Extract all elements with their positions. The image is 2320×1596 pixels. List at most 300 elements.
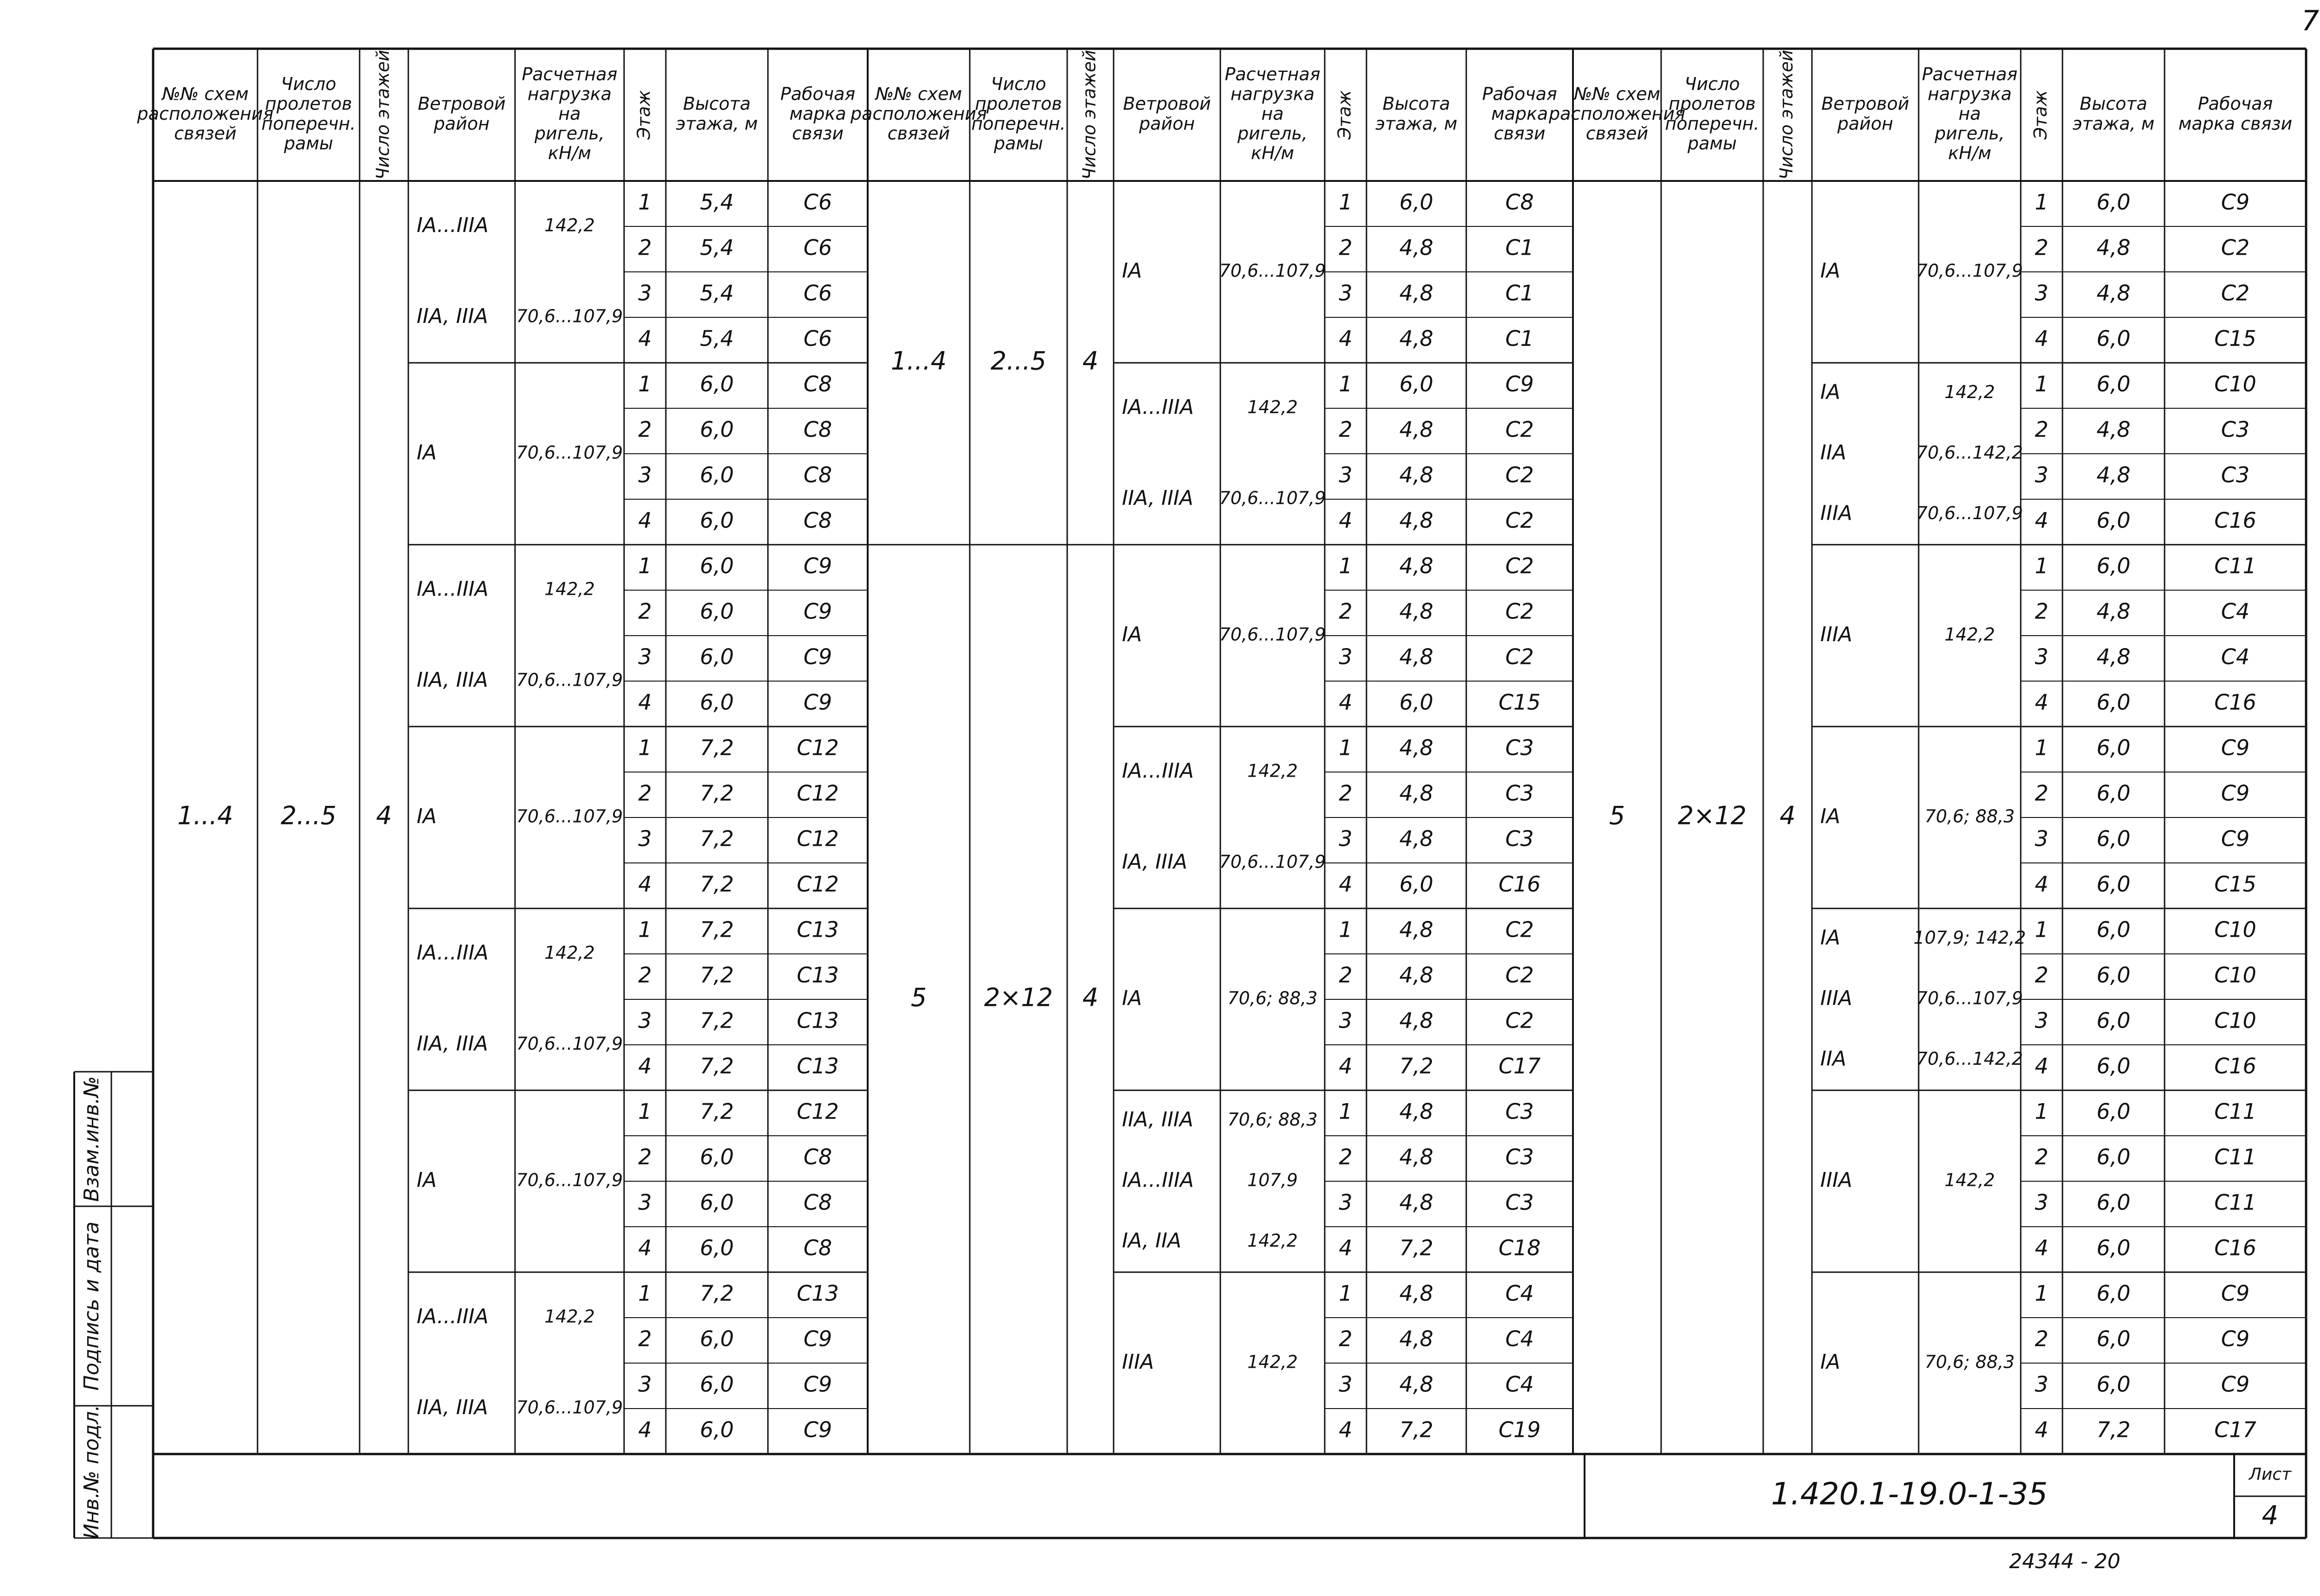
column-header: Число bbox=[991, 74, 1046, 95]
floor-number: 4 bbox=[2035, 871, 2049, 897]
column-header: марка bbox=[789, 103, 846, 124]
brace-mark: C10 bbox=[2214, 962, 2256, 988]
floor-height: 4,8 bbox=[2096, 417, 2131, 442]
brace-mark: C10 bbox=[2214, 371, 2256, 397]
floor-height: 4,8 bbox=[1399, 508, 1434, 533]
column-header: Рабочая bbox=[2198, 93, 2273, 114]
brace-mark: C11 bbox=[2214, 1099, 2256, 1124]
wind-region: IA, IIIA bbox=[1122, 850, 1187, 874]
scheme-numbers: 5 bbox=[910, 983, 927, 1012]
floor-number: 4 bbox=[1339, 871, 1353, 897]
floor-number: 1 bbox=[638, 1099, 652, 1124]
brace-mark: C2 bbox=[1505, 598, 1534, 624]
wind-region: IIA, IIIA bbox=[417, 1032, 488, 1055]
design-load: 70,6...107,9 bbox=[1916, 988, 2023, 1009]
brace-mark: C9 bbox=[2221, 826, 2250, 851]
column-header: нагрузка bbox=[1927, 84, 2012, 104]
floor-number: 1 bbox=[2035, 1281, 2049, 1306]
floor-height: 6,0 bbox=[700, 1417, 734, 1442]
floor-number: 1 bbox=[1339, 553, 1353, 579]
side-stamp-label: Взам.инв.№ bbox=[80, 1076, 103, 1202]
brace-mark: C3 bbox=[1505, 1144, 1534, 1170]
design-load: 70,6...107,9 bbox=[516, 1170, 623, 1191]
sheet-number: 4 bbox=[2262, 1500, 2279, 1531]
floor-height: 6,0 bbox=[700, 1144, 734, 1170]
brace-mark: C3 bbox=[1505, 735, 1534, 760]
wind-region: IA...IIIA bbox=[417, 213, 489, 237]
floor-height: 6,0 bbox=[2096, 1235, 2131, 1261]
design-load: 142,2 bbox=[544, 579, 595, 599]
wind-region: IIIA bbox=[1820, 623, 1853, 646]
floor-height: 4,8 bbox=[1399, 1144, 1434, 1170]
floor-number: 4 bbox=[638, 326, 652, 351]
floor-height: 4,8 bbox=[1399, 1008, 1434, 1033]
floor-number: 3 bbox=[638, 1190, 652, 1215]
floor-number: 3 bbox=[1339, 1371, 1353, 1397]
floor-number: 3 bbox=[2035, 644, 2049, 669]
floor-number: 1 bbox=[2035, 1099, 2049, 1124]
brace-mark: C8 bbox=[803, 1144, 832, 1170]
design-load: 142,2 bbox=[1247, 397, 1298, 418]
wind-region: IA bbox=[1122, 623, 1142, 646]
column-header: Этаж bbox=[1334, 90, 1355, 140]
floor-number: 1 bbox=[638, 553, 652, 579]
brace-mark: C9 bbox=[803, 1326, 832, 1351]
brace-mark: C4 bbox=[2221, 598, 2250, 624]
page-corner-number: 7 bbox=[2301, 5, 2320, 37]
wind-region: IIA, IIIA bbox=[1122, 1107, 1193, 1132]
floor-number: 2 bbox=[638, 598, 652, 624]
floor-height: 5,4 bbox=[700, 280, 734, 306]
brace-mark: C9 bbox=[2221, 1371, 2250, 1397]
floor-height: 7,2 bbox=[700, 780, 734, 806]
floor-height: 6,0 bbox=[2096, 689, 2131, 715]
brace-mark: C18 bbox=[1498, 1235, 1541, 1261]
brace-mark: C9 bbox=[2221, 735, 2250, 760]
column-header: расположения bbox=[1549, 103, 1685, 124]
column-header: Рабочая bbox=[1482, 84, 1557, 104]
floor-number: 1 bbox=[1339, 917, 1353, 942]
floor-height: 6,0 bbox=[1399, 871, 1434, 897]
floor-height: 4,8 bbox=[1399, 1281, 1434, 1306]
floor-height: 6,0 bbox=[2096, 326, 2131, 351]
brace-mark: C9 bbox=[803, 689, 832, 715]
brace-mark: C8 bbox=[803, 1235, 832, 1261]
column-header: Этаж bbox=[2030, 90, 2051, 140]
brace-mark: C9 bbox=[803, 598, 832, 624]
floor-number: 1 bbox=[2035, 371, 2049, 397]
floor-height: 5,4 bbox=[700, 189, 734, 215]
floor-height: 6,0 bbox=[700, 508, 734, 533]
floor-height: 6,0 bbox=[700, 1235, 734, 1261]
floor-number: 1 bbox=[638, 371, 652, 397]
wind-region: IA bbox=[1820, 804, 1841, 828]
design-load: 142,2 bbox=[1944, 381, 1995, 402]
floor-number: 4 bbox=[638, 871, 652, 897]
floor-number: 1 bbox=[638, 735, 652, 760]
design-load: 142,2 bbox=[544, 942, 595, 963]
design-load: 70,6; 88,3 bbox=[1227, 1109, 1318, 1130]
column-header: Число этажей bbox=[1776, 50, 1797, 180]
column-header: рамы bbox=[284, 133, 334, 154]
floor-number: 1 bbox=[1339, 735, 1353, 760]
design-load: 70,6...142,2 bbox=[1916, 1049, 2023, 1069]
floor-height: 7,2 bbox=[700, 1281, 734, 1306]
floor-height: 6,0 bbox=[700, 1371, 734, 1397]
design-load: 70,6; 88,3 bbox=[1924, 806, 2015, 827]
column-header: рамы bbox=[1687, 133, 1737, 154]
floor-height: 6,0 bbox=[2096, 371, 2131, 397]
brace-mark: C2 bbox=[1505, 962, 1534, 988]
design-load: 70,6...107,9 bbox=[516, 442, 623, 463]
floor-height: 4,8 bbox=[2096, 235, 2131, 260]
column-header: поперечн. bbox=[1665, 113, 1759, 134]
floor-height: 7,2 bbox=[700, 917, 734, 942]
column-header: Число этажей bbox=[373, 50, 393, 180]
floor-height: 4,8 bbox=[1399, 917, 1434, 942]
floor-number: 1 bbox=[1339, 189, 1353, 215]
floor-height: 6,0 bbox=[2096, 1008, 2131, 1033]
brace-mark: C17 bbox=[2214, 1417, 2256, 1442]
brace-mark: C3 bbox=[2221, 417, 2250, 442]
floor-height: 4,8 bbox=[1399, 1326, 1434, 1351]
floor-number: 3 bbox=[1339, 1190, 1353, 1215]
column-header: связей bbox=[174, 123, 237, 144]
design-load: 70,6; 88,3 bbox=[1924, 1351, 2015, 1372]
floor-height: 6,0 bbox=[2096, 508, 2131, 533]
brace-mark: C4 bbox=[1505, 1281, 1534, 1306]
column-header: на bbox=[558, 103, 581, 124]
brace-mark: C16 bbox=[2214, 1053, 2256, 1079]
wind-region: IA...IIIA bbox=[417, 1305, 489, 1328]
brace-mark: C1 bbox=[1505, 326, 1534, 351]
brace-mark: C2 bbox=[1505, 1008, 1534, 1033]
floor-height: 4,8 bbox=[1399, 235, 1434, 260]
brace-mark: C2 bbox=[1505, 417, 1534, 442]
floor-height: 7,2 bbox=[1399, 1417, 1434, 1442]
brace-mark: C12 bbox=[797, 871, 839, 897]
design-load: 142,2 bbox=[1247, 1230, 1298, 1251]
floor-number: 2 bbox=[2035, 417, 2049, 442]
wind-region: IA...IIIA bbox=[417, 577, 489, 601]
floor-number: 3 bbox=[638, 462, 652, 488]
wind-region: IA bbox=[1122, 986, 1142, 1010]
column-header: этажа, м bbox=[2072, 113, 2155, 134]
column-header: поперечн. bbox=[971, 113, 1066, 134]
floor-number: 2 bbox=[1339, 962, 1353, 988]
design-load: 70,6...142,2 bbox=[1916, 442, 2023, 463]
floor-count: 4 bbox=[376, 801, 392, 830]
brace-mark: C8 bbox=[1505, 189, 1534, 215]
design-load: 107,9 bbox=[1247, 1170, 1298, 1191]
wind-region: IIA, IIIA bbox=[1122, 486, 1193, 510]
column-header: Высота bbox=[683, 93, 751, 114]
scheme-numbers: 1...4 bbox=[890, 346, 947, 376]
brace-mark: C19 bbox=[1498, 1417, 1541, 1442]
column-header: Ветровой bbox=[1821, 93, 1909, 114]
floor-number: 2 bbox=[638, 1144, 652, 1170]
floor-count: 4 bbox=[1779, 801, 1796, 830]
floor-number: 4 bbox=[2035, 689, 2049, 715]
floor-number: 4 bbox=[1339, 689, 1353, 715]
column-header: на bbox=[1261, 103, 1284, 124]
floor-height: 6,0 bbox=[2096, 1053, 2131, 1079]
floor-number: 1 bbox=[2035, 189, 2049, 215]
floor-number: 2 bbox=[1339, 235, 1353, 260]
design-load: 142,2 bbox=[1944, 1170, 1995, 1191]
floor-height: 6,0 bbox=[700, 462, 734, 488]
brace-mark: C15 bbox=[1498, 689, 1541, 715]
floor-number: 2 bbox=[1339, 780, 1353, 806]
brace-mark: C4 bbox=[1505, 1326, 1534, 1351]
floor-number: 4 bbox=[1339, 1235, 1353, 1261]
floor-number: 3 bbox=[1339, 462, 1353, 488]
floor-height: 6,0 bbox=[1399, 189, 1434, 215]
brace-mark: C2 bbox=[1505, 508, 1534, 533]
floor-height: 6,0 bbox=[700, 371, 734, 397]
column-header: ригель, bbox=[1934, 123, 2005, 144]
brace-mark: C15 bbox=[2214, 326, 2256, 351]
brace-mark: C2 bbox=[1505, 462, 1534, 488]
floor-height: 6,0 bbox=[2096, 917, 2131, 942]
design-load: 142,2 bbox=[1247, 760, 1298, 781]
floor-height: 4,8 bbox=[2096, 462, 2131, 488]
wind-region: IA bbox=[1820, 380, 1841, 404]
wind-region: IIA bbox=[1820, 441, 1847, 464]
floor-number: 3 bbox=[638, 826, 652, 851]
brace-mark: C2 bbox=[1505, 553, 1534, 579]
design-load: 70,6; 88,3 bbox=[1227, 988, 1318, 1009]
column-header: кН/м bbox=[1251, 143, 1294, 164]
floor-number: 3 bbox=[1339, 1008, 1353, 1033]
archive-code: 24344 - 20 bbox=[2009, 1550, 2120, 1573]
wind-region: IA, IIA bbox=[1122, 1229, 1181, 1253]
floor-height: 4,8 bbox=[1399, 1371, 1434, 1397]
side-stamp-label: Подпись и дата bbox=[80, 1221, 103, 1391]
wind-region: IA...IIIA bbox=[1122, 395, 1194, 419]
column-header: пролетов bbox=[975, 93, 1062, 114]
wind-region: IA bbox=[417, 804, 437, 828]
floor-height: 6,0 bbox=[2096, 189, 2131, 215]
brace-mark: C3 bbox=[1505, 780, 1534, 806]
design-load: 142,2 bbox=[544, 215, 595, 236]
brace-mark: C9 bbox=[2221, 1281, 2250, 1306]
floor-number: 2 bbox=[2035, 780, 2049, 806]
column-header: Число bbox=[1684, 74, 1740, 95]
brace-mark: C16 bbox=[2214, 508, 2256, 533]
floor-number: 3 bbox=[1339, 280, 1353, 306]
floor-number: 2 bbox=[2035, 1326, 2049, 1351]
floor-number: 4 bbox=[2035, 326, 2049, 351]
brace-mark: C9 bbox=[803, 1371, 832, 1397]
brace-mark: C2 bbox=[2221, 280, 2250, 306]
brace-mark: C9 bbox=[803, 553, 832, 579]
design-load: 107,9; 142,2 bbox=[1913, 927, 2026, 948]
design-load: 142,2 bbox=[1247, 1351, 1298, 1372]
design-load: 70,6...107,9 bbox=[1219, 488, 1326, 508]
floor-height: 6,0 bbox=[2096, 962, 2131, 988]
floor-number: 1 bbox=[638, 189, 652, 215]
column-header: связей bbox=[1585, 123, 1649, 144]
floor-height: 6,0 bbox=[2096, 1326, 2131, 1351]
brace-mark: C13 bbox=[797, 1281, 839, 1306]
floor-height: 4,8 bbox=[1399, 553, 1434, 579]
floor-height: 7,2 bbox=[700, 871, 734, 897]
column-header: связей bbox=[887, 123, 950, 144]
brace-mark: C3 bbox=[1505, 1099, 1534, 1124]
floor-number: 1 bbox=[1339, 1281, 1353, 1306]
floor-number: 2 bbox=[638, 1326, 652, 1351]
floor-height: 6,0 bbox=[700, 417, 734, 442]
brace-mark: C2 bbox=[2221, 235, 2250, 260]
floor-number: 2 bbox=[2035, 962, 2049, 988]
brace-mark: C3 bbox=[1505, 826, 1534, 851]
floor-number: 1 bbox=[1339, 1099, 1353, 1124]
column-header: связи bbox=[792, 123, 844, 144]
floor-number: 3 bbox=[2035, 280, 2049, 306]
floor-number: 1 bbox=[2035, 917, 2049, 942]
floor-height: 6,0 bbox=[2096, 553, 2131, 579]
floor-height: 4,8 bbox=[1399, 826, 1434, 851]
brace-mark: C16 bbox=[2214, 689, 2256, 715]
floor-number: 1 bbox=[1339, 371, 1353, 397]
wind-region: IIA, IIIA bbox=[417, 304, 488, 328]
brace-mark: C9 bbox=[803, 644, 832, 669]
floor-number: 4 bbox=[638, 689, 652, 715]
column-header: Число этажей bbox=[1079, 50, 1100, 180]
column-header: Ветровой bbox=[418, 93, 506, 114]
column-header: Расчетная bbox=[1224, 64, 1321, 84]
floor-number: 3 bbox=[638, 1008, 652, 1033]
floor-number: 2 bbox=[638, 417, 652, 442]
brace-mark: C3 bbox=[2221, 462, 2250, 488]
floor-height: 4,8 bbox=[1399, 598, 1434, 624]
brace-mark: C4 bbox=[1505, 1371, 1534, 1397]
floor-height: 6,0 bbox=[1399, 689, 1434, 715]
column-header: марка связи bbox=[2178, 113, 2293, 134]
brace-mark: C9 bbox=[2221, 1326, 2250, 1351]
floor-number: 2 bbox=[1339, 1144, 1353, 1170]
floor-height: 4,8 bbox=[1399, 780, 1434, 806]
brace-mark: C8 bbox=[803, 417, 832, 442]
floor-number: 2 bbox=[638, 235, 652, 260]
brace-mark: C10 bbox=[2214, 1008, 2256, 1033]
brace-mark: C11 bbox=[2214, 553, 2256, 579]
floor-number: 2 bbox=[638, 962, 652, 988]
brace-mark: C12 bbox=[797, 780, 839, 806]
floor-number: 3 bbox=[2035, 1371, 2049, 1397]
brace-mark: C6 bbox=[803, 326, 832, 351]
floor-number: 2 bbox=[2035, 235, 2049, 260]
floor-number: 4 bbox=[2035, 1417, 2049, 1442]
floor-number: 1 bbox=[2035, 553, 2049, 579]
floor-height: 6,0 bbox=[700, 1326, 734, 1351]
column-header: поперечн. bbox=[261, 113, 356, 134]
design-load: 70,6...107,9 bbox=[1219, 624, 1326, 645]
column-header: Расчетная bbox=[1921, 64, 2018, 84]
floor-number: 1 bbox=[638, 917, 652, 942]
brace-mark: C12 bbox=[797, 1099, 839, 1124]
floor-height: 4,8 bbox=[1399, 1099, 1434, 1124]
span-count: 2×12 bbox=[1677, 801, 1747, 830]
floor-height: 7,2 bbox=[700, 735, 734, 760]
brace-mark: C8 bbox=[803, 371, 832, 397]
column-header: Высота bbox=[2080, 93, 2147, 114]
brace-mark: C1 bbox=[1505, 280, 1534, 306]
brace-mark: C6 bbox=[803, 280, 832, 306]
floor-height: 7,2 bbox=[2096, 1417, 2131, 1442]
brace-mark: C13 bbox=[797, 1053, 839, 1079]
column-header: район bbox=[1139, 113, 1195, 134]
column-header: Расчетная bbox=[522, 64, 618, 84]
column-header: связи bbox=[1494, 123, 1546, 144]
brace-mark: C4 bbox=[2221, 644, 2250, 669]
floor-number: 3 bbox=[2035, 826, 2049, 851]
floor-number: 2 bbox=[1339, 417, 1353, 442]
floor-height: 4,8 bbox=[1399, 735, 1434, 760]
brace-mark: C8 bbox=[803, 1190, 832, 1215]
floor-number: 2 bbox=[2035, 598, 2049, 624]
span-count: 2×12 bbox=[984, 983, 1053, 1012]
design-load: 70,6...107,9 bbox=[1219, 851, 1326, 872]
scheme-numbers: 5 bbox=[1609, 801, 1625, 830]
brace-mark: C13 bbox=[797, 1008, 839, 1033]
floor-number: 2 bbox=[2035, 1144, 2049, 1170]
floor-number: 4 bbox=[638, 508, 652, 533]
wind-region: IA bbox=[1820, 259, 1841, 283]
span-count: 2...5 bbox=[990, 346, 1047, 376]
column-header: нагрузка bbox=[1230, 84, 1315, 104]
column-header: этажа, м bbox=[676, 113, 758, 134]
design-load: 142,2 bbox=[544, 1306, 595, 1327]
floor-height: 6,0 bbox=[700, 1190, 734, 1215]
wind-region: IIA, IIIA bbox=[417, 668, 488, 692]
floor-height: 6,0 bbox=[700, 689, 734, 715]
wind-region: IA...IIIA bbox=[1122, 1168, 1194, 1192]
design-load: 70,6...107,9 bbox=[516, 669, 623, 690]
floor-height: 4,8 bbox=[1399, 644, 1434, 669]
floor-height: 7,2 bbox=[700, 1099, 734, 1124]
brace-mark: C9 bbox=[1505, 371, 1534, 397]
design-load: 70,6...107,9 bbox=[516, 1033, 623, 1054]
column-header: расположения bbox=[851, 103, 987, 124]
floor-number: 4 bbox=[638, 1417, 652, 1442]
column-header: нагрузка bbox=[527, 84, 612, 104]
design-load: 70,6...107,9 bbox=[1916, 503, 2023, 524]
column-header: пролетов bbox=[1669, 93, 1756, 114]
floor-height: 4,8 bbox=[2096, 280, 2131, 306]
floor-number: 4 bbox=[1339, 1053, 1353, 1079]
drawing-code: 1.420.1-19.0-1-35 bbox=[1771, 1476, 2048, 1512]
floor-number: 4 bbox=[2035, 1235, 2049, 1261]
floor-height: 7,2 bbox=[1399, 1053, 1434, 1079]
floor-height: 6,0 bbox=[700, 598, 734, 624]
floor-height: 4,8 bbox=[2096, 644, 2131, 669]
brace-mark: C6 bbox=[803, 189, 832, 215]
column-header: Число bbox=[281, 74, 336, 95]
floor-count: 4 bbox=[1082, 346, 1099, 376]
floor-number: 1 bbox=[2035, 735, 2049, 760]
brace-mark: C13 bbox=[797, 917, 839, 942]
wind-region: IIIA bbox=[1820, 986, 1853, 1010]
brace-mark: C12 bbox=[797, 826, 839, 851]
brace-mark: C8 bbox=[803, 508, 832, 533]
column-header: Рабочая bbox=[780, 84, 856, 104]
column-header: кН/м bbox=[1948, 143, 1991, 164]
wind-region: IA...IIIA bbox=[417, 941, 489, 965]
floor-height: 6,0 bbox=[2096, 1281, 2131, 1306]
column-header: кН/м bbox=[548, 143, 591, 164]
